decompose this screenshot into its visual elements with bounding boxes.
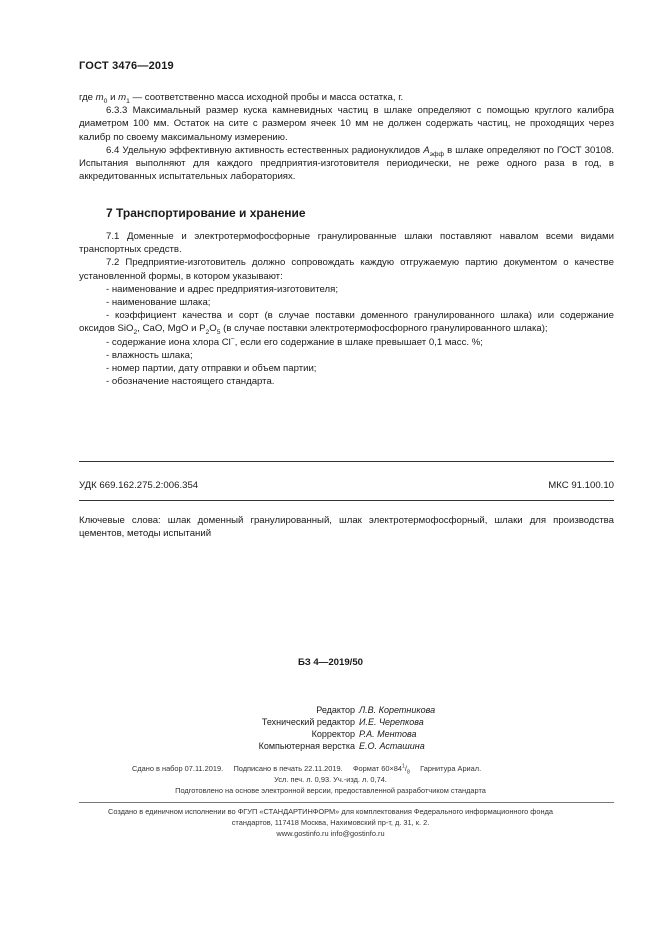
divider bbox=[79, 500, 614, 501]
list-item: - наименование и адрес предприятия-изготовителя; bbox=[106, 283, 338, 295]
credits-block bbox=[0, 704, 661, 752]
bz-code: БЗ 4—2019/50 bbox=[297, 657, 364, 668]
document-code: ГОСТ 3476—2019 bbox=[79, 60, 174, 72]
section-7-body bbox=[79, 230, 614, 388]
credit-row: Корректор Р.А. Ментова bbox=[311, 729, 417, 739]
footer-line-1: Создано в единичном исполнении во ФГУП «СТАНДАРТИНФОРМ» для комплектования Федерального информационного фонда bbox=[108, 807, 553, 816]
credit-row: Технический редактор И.Е. Черепкова bbox=[261, 717, 424, 727]
credit-row: Редактор Л.В. Коретникова bbox=[316, 705, 436, 715]
list-item: - номер партии, дату отправки и объем партии; bbox=[106, 363, 317, 375]
keywords: Ключевые слова: шлак доменный гранулированный, шлак электротермофосфорный, шлаки для производства цементов, методы испытаний bbox=[79, 515, 614, 540]
list-item: - содержание иона хлора Cl−, если его содержание в шлаке превышает 0,1 масс. %; bbox=[106, 335, 483, 348]
divider bbox=[79, 461, 614, 462]
section-7-title: 7 Транспортирование и хранение bbox=[106, 206, 306, 220]
imprint-line-2: Усл. печ. л. 0,93. Уч.-изд. л. 0,74. bbox=[274, 775, 387, 784]
footer-line-3: www.gostinfo.ru info@gostinfo.ru bbox=[276, 829, 385, 838]
mks-code: МКС 91.100.10 bbox=[548, 480, 614, 491]
list-item: - влажность шлака; bbox=[106, 349, 193, 361]
imprint-line-3: Подготовлено на основе электронной версии, предоставленной разработчиком стандарта bbox=[175, 786, 486, 795]
paragraph-7-2: 7.2 Предприятие-изготовитель должно сопровождать каждую отгружаемую партию документом о качестве установленной формы, в котором указывают: bbox=[79, 257, 614, 282]
list-item: - наименование шлака; bbox=[106, 297, 211, 309]
divider bbox=[79, 802, 614, 803]
udk-code: УДК 669.162.275.2:006.354 bbox=[79, 480, 199, 491]
list-item: - обозначение настоящего стандарта. bbox=[106, 376, 275, 388]
paragraph-6-4: 6.4 Удельную эффективную активность естественных радионуклидов $А_{эфф}$ в шлаке определяют по ГОСТ 30108. Испытания выполняют для каждого предприятия-изготовителя периодически, не реже одного раза в год, в аккредитованных испытательных лабораториях. bbox=[79, 144, 614, 183]
paragraph-6-3-3: 6.3.3 Максимальный размер куска камневидных частиц в шлаке определяют с помощью круглого калибра диаметром 100 мм. Остаток на сите с размером ячеек 10 мм не должен содержать частиц, не проходящих через калибр по своему максимальному измерению. bbox=[79, 105, 614, 143]
paragraph-7-1: 7.1 Доменные и электротермофосфорные гранулированные шлаки поставляют навалом всеми видами транспортных средств. bbox=[79, 231, 614, 256]
list-item: - коэффициент качества и сорт (в случае поставки доменного гранулированного шлака) или содержание оксидов SiO$_2$, CaO, MgO и $P_2O_5$ (в случае поставки электротермофосфорного гранулированного шлака); bbox=[79, 310, 614, 337]
footer-line-2: стандартов, 117418 Москва, Нахимовский пр-т, д. 31, к. 2. bbox=[231, 818, 430, 827]
credit-row: Компьютерная верстка Е.О. Асташина bbox=[258, 741, 425, 751]
imprint-line-1: Сдано в набор 07.11.2019. Подписано в печать 22.11.2019. Формат $60\times 84^1/_8$ Гарнитура Ариал. bbox=[132, 763, 482, 776]
body-text-top bbox=[79, 91, 614, 183]
where-line: где $m_0$ и $m_1$ — соответственно масса исходной пробы и масса остатка, г. bbox=[79, 92, 404, 105]
